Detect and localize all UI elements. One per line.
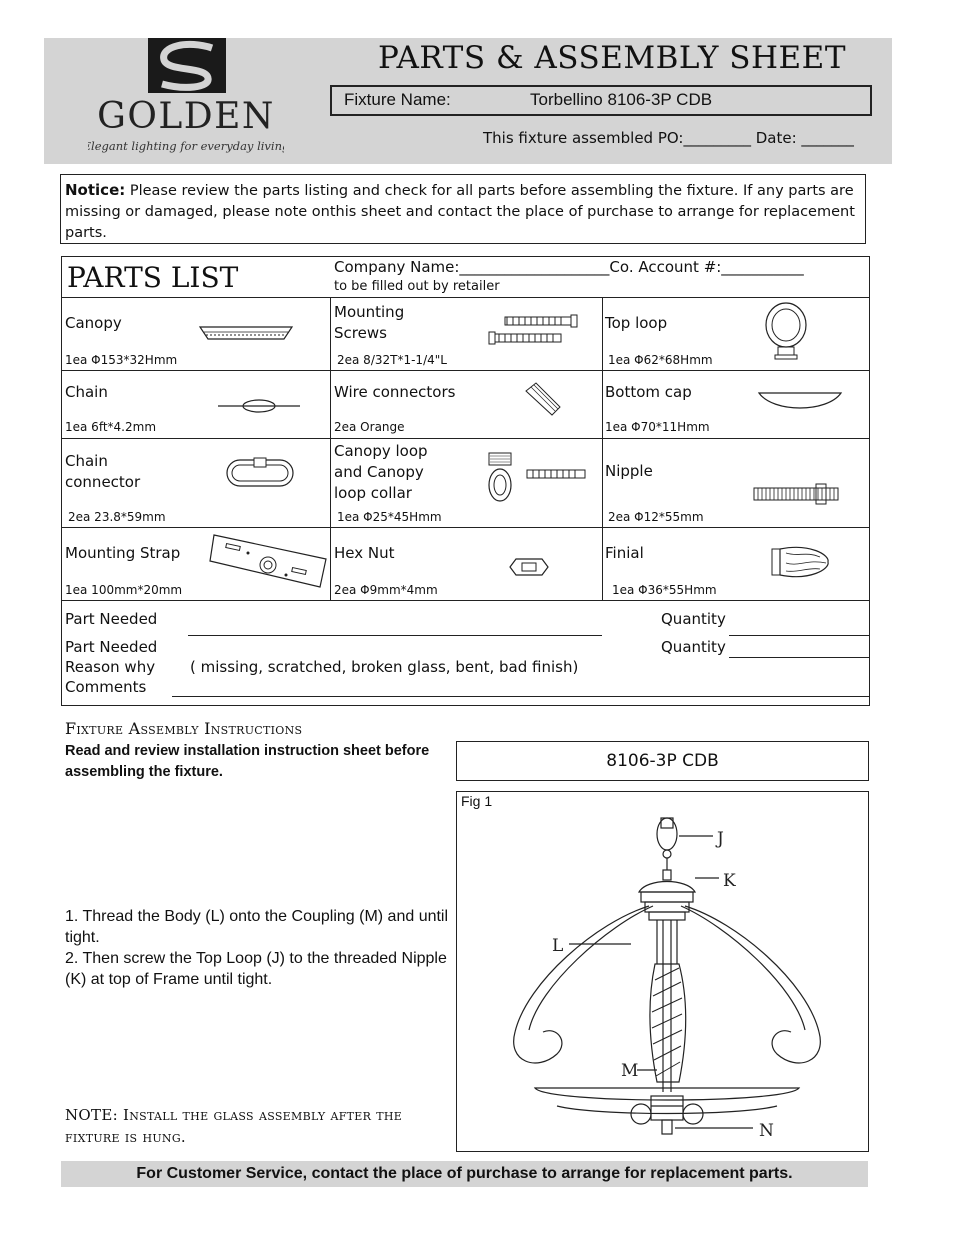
figure-label: Fig 1 [461,793,493,809]
callout-n: N [759,1121,774,1141]
callout-k: K [723,871,736,891]
retailer-note: to be filled out by retailer [334,279,500,294]
part-spec-mounting-screws: 2ea 8/32T*1-1/4"L [337,353,447,367]
comments-label: Comments [65,678,147,696]
notice-box [60,174,866,244]
quantity-label-1: Quantity [661,610,726,628]
part-spec-wire-connectors: 2ea Orange [334,420,405,434]
page-title: PARTS & ASSEMBLY SHEET [377,40,846,76]
part-spec-canopy: 1ea Φ153*32Hmm [65,353,178,367]
fixture-name-box [330,85,872,116]
part-spec-nipple: 2ea Φ12*55mm [608,510,704,524]
comments-line[interactable] [172,696,869,697]
part-name-canopy-loop: Canopy loop and Canopy loop collar [334,442,428,502]
nipple-icon [752,483,840,505]
assembly-steps [65,906,455,990]
part-name-wire-connectors: Wire connectors [334,383,456,401]
parts-list-table [61,256,870,706]
part-spec-chain: 1ea 6ft*4.2mm [65,420,157,434]
chain-connector-icon [224,457,296,489]
company-line: Company Name:____________________Co. Account #:___________ [334,258,804,276]
assembly-read-note: Read and review installation instruction sheet before assembling the fixture. [65,743,430,780]
canopy-loop-icon [487,451,589,505]
part-spec-chain-connector: 2ea 23.8*59mm [68,510,166,524]
part-name-chain: Chain [65,383,108,401]
assembly-step-2: 2. Then screw the Top Loop (J) to the threaded Nipple (K) at top of Frame until tight. [65,950,447,988]
part-name-finial: Finial [605,544,644,562]
screws-icon [487,314,579,346]
part-name-mounting-strap: Mounting Strap [65,544,181,562]
finial-icon [770,543,832,581]
bottom-cap-icon [757,389,843,417]
parts-list-title: PARTS LIST [67,261,239,294]
part-spec-hex-nut: 2ea Φ9mm*4mm [334,583,438,597]
reason-label: Reason why [65,658,156,676]
notice-label: Notice: [65,181,126,199]
golden-logo [88,38,284,160]
quantity-line-2[interactable] [729,657,869,658]
part-spec-finial: 1ea Φ36*55Hmm [612,583,717,597]
fixture-diagram [457,792,867,1150]
svg-text:GOLDEN: GOLDEN [97,96,275,137]
assembly-title: Fixture Assembly Instructions [65,719,303,738]
part-name-mounting-screws: Mounting Screws [334,303,405,342]
model-number-box: 8106-3P CDB [456,741,869,781]
part-name-canopy: Canopy [65,314,122,332]
part-name-chain-connector: Chain connector [65,452,141,491]
mounting-strap-icon [208,531,330,591]
po-date-line: This fixture assembled PO:_________ Date: _______ [483,129,854,147]
chain-icon [218,397,300,415]
quantity-label-2: Quantity [661,638,726,656]
part-spec-mounting-strap: 1ea 100mm*20mm [65,583,183,597]
part-name-hex-nut: Hex Nut [334,544,395,562]
reason-options: ( missing, scratched, broken glass, bent, bad finish) [190,658,579,676]
part-spec-top-loop: 1ea Φ62*68Hmm [608,353,713,367]
part-name-bottom-cap: Bottom cap [605,383,692,401]
part-spec-bottom-cap: 1ea Φ70*11Hmm [605,420,710,434]
callout-l: L [552,936,564,956]
top-loop-icon [762,301,810,365]
wire-connector-icon [522,379,562,417]
part-spec-canopy-loop: 1ea Φ25*45Hmm [337,510,442,524]
glass-note: NOTE: Install the glass assembly after the fixture is hung. [65,1106,403,1146]
callout-j: J [717,829,724,849]
fixture-name-label: Fixture Name: [344,90,451,109]
notice-text: Please review the parts listing and check for all parts before assembling the fixture. If any parts are missing or damaged, please note onthis sheet and contact the place of purchase to arrange for replacement parts. [65,183,855,241]
callout-m: M [621,1061,639,1081]
part-needed-line-1[interactable] [188,635,602,636]
canopy-icon [198,323,294,345]
part-name-nipple: Nipple [605,462,653,480]
hex-nut-icon [508,557,550,577]
part-name-top-loop: Top loop [605,314,668,332]
customer-service-footer: For Customer Service, contact the place of purchase to arrange for replacement parts. [61,1161,868,1187]
svg-text:Elegant lighting for everyday: Elegant lighting for everyday living [88,139,284,153]
part-needed-label-1: Part Needed [65,610,158,628]
assembly-step-1: 1. Thread the Body (L) onto the Coupling (M) and until tight. [65,908,449,946]
fixture-name-value: Torbellino 8106-3P CDB [530,90,713,109]
quantity-line-1[interactable] [729,635,869,636]
part-needed-label-2: Part Needed [65,638,158,656]
